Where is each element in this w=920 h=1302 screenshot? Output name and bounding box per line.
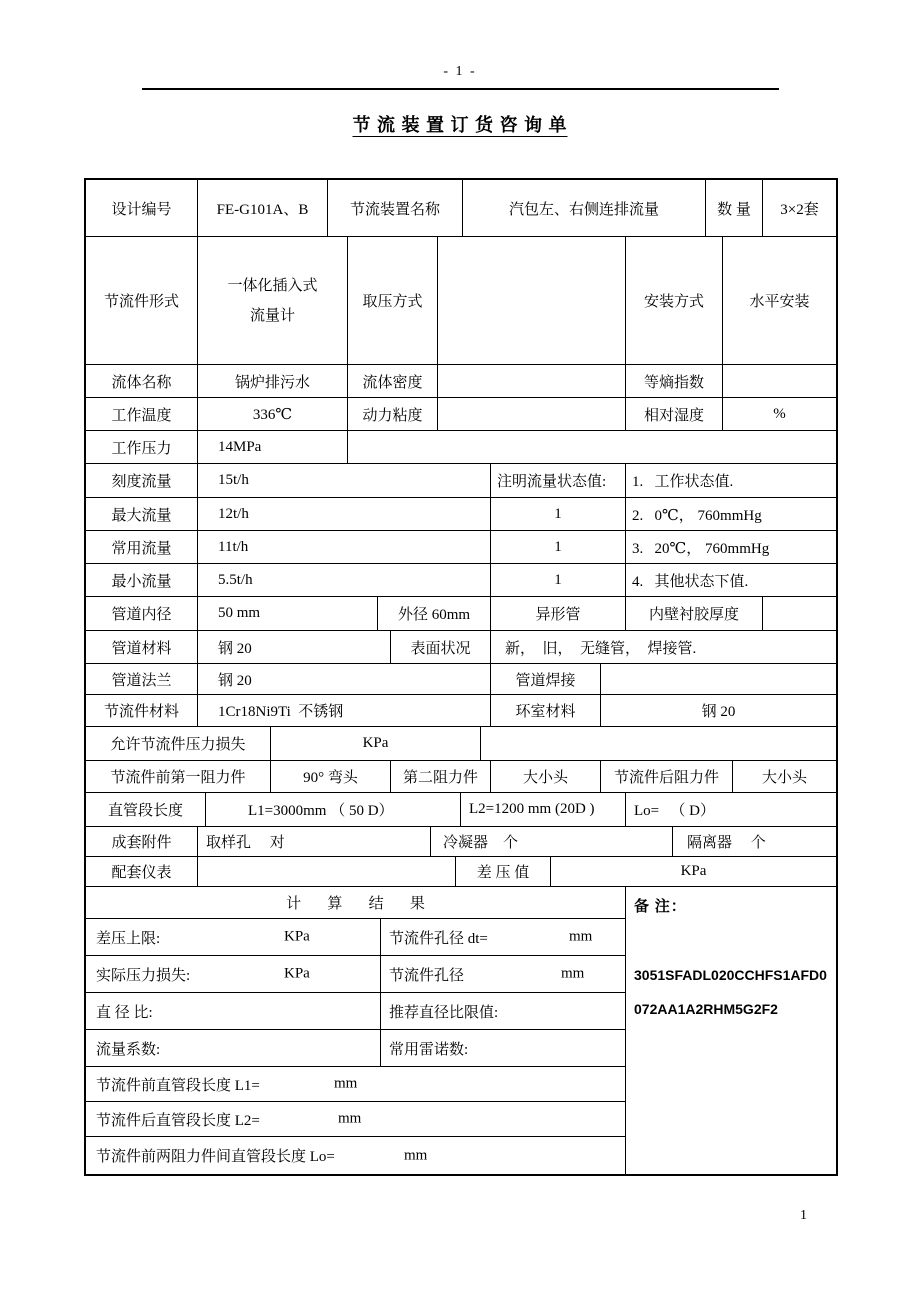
element-form-value-line2: 流量计 xyxy=(249,307,295,324)
table-row xyxy=(86,793,836,827)
dp-upper-label: 差压上限: xyxy=(96,930,161,947)
empty-cell xyxy=(438,237,626,364)
bore-cell xyxy=(381,956,626,992)
condenser-value: 冷凝器 个 xyxy=(431,827,673,856)
reynolds-label: 常用雷诺数: xyxy=(381,1030,626,1066)
surface-label: 表面状况 xyxy=(391,631,491,663)
table-row xyxy=(86,431,836,464)
lining-thickness-label: 内壁衬胶厚度 xyxy=(626,597,763,630)
table-row xyxy=(86,887,626,919)
flow-note-item-1: 1. 工作状态值. xyxy=(632,474,734,490)
isolator-value: 隔离器 个 xyxy=(687,835,766,851)
straight-length-l2: L2=1200 mm (20D ) xyxy=(461,793,626,826)
l1-length-cell xyxy=(86,1067,626,1101)
empty-cell xyxy=(763,597,836,630)
footer-page-number: 1 xyxy=(800,1208,807,1223)
first-resist-label: 节流件前第一阻力件 xyxy=(86,761,271,792)
work-temp-label: 工作温度 xyxy=(86,398,198,430)
empty-cell xyxy=(198,857,456,886)
min-flow-label: 最小流量 xyxy=(86,564,198,596)
lo-length-unit: mm xyxy=(404,1147,428,1163)
common-flow-label: 常用流量 xyxy=(86,531,198,563)
quantity-value: 3×2套 xyxy=(780,201,819,218)
lo-length-cell xyxy=(86,1137,626,1174)
table-row xyxy=(86,857,836,887)
remark-code-line2: 072AA1A2RHM5G2F2 xyxy=(634,1001,778,1017)
pressure-tap-label: 取压方式 xyxy=(348,237,438,364)
table-row xyxy=(86,664,836,695)
quantity-label: 数 量 xyxy=(706,180,763,236)
actual-loss-label: 实际压力损失: xyxy=(96,967,191,984)
calc-results-title: 计 算 结 果 xyxy=(86,887,626,918)
pipe-material-value: 钢 20 xyxy=(198,631,391,663)
empty-cell xyxy=(438,398,626,430)
scale-flow-label: 刻度流量 xyxy=(86,464,198,497)
l1-length-unit: mm xyxy=(334,1075,358,1092)
table-row xyxy=(86,1137,626,1174)
table-row xyxy=(86,180,836,237)
bottom-section xyxy=(86,887,836,1174)
table-row xyxy=(86,464,836,498)
element-form-label: 节流件形式 xyxy=(86,237,198,364)
isentropic-label: 等熵指数 xyxy=(626,365,723,397)
table-row xyxy=(86,993,626,1030)
table-row xyxy=(86,1030,626,1067)
allow-loss-label: 允许节流件压力损失 xyxy=(86,727,271,760)
remark-cell xyxy=(626,887,836,1174)
fluid-name-label: 流体名称 xyxy=(86,365,198,397)
actual-loss-cell xyxy=(86,956,381,992)
empty-cell xyxy=(348,431,836,463)
table-row xyxy=(86,597,836,631)
bore-dt-label: 节流件孔径 dt= xyxy=(389,930,488,947)
pipe-material-label: 管道材料 xyxy=(86,631,198,663)
table-row xyxy=(86,1102,626,1137)
table-row xyxy=(86,827,836,857)
table-row xyxy=(86,531,836,564)
work-temp-value: 336℃ xyxy=(198,398,348,430)
ring-material-label: 环室材料 xyxy=(491,695,601,726)
dp-value-unit: KPa xyxy=(680,863,707,879)
max-flow-value: 12t/h xyxy=(198,498,491,530)
sampling-hole-value: 取样孔 对 xyxy=(198,827,431,856)
header-rule xyxy=(142,88,779,90)
install-value: 水平安装 xyxy=(749,294,810,310)
straight-length-l1: L1=3000mm （ 50 D） xyxy=(206,793,461,826)
table-row xyxy=(86,237,836,365)
remark-label: 备 注： xyxy=(634,899,687,915)
pipe-id-value: 50 mm xyxy=(198,597,378,630)
device-name-value: 汽包左、右侧连排流量 xyxy=(463,180,706,236)
flow-state-value: 1 xyxy=(491,564,626,596)
second-resist-value: 大小头 xyxy=(491,761,601,792)
pipe-weld-label: 管道焊接 xyxy=(491,664,601,694)
beta-label: 直 径 比: xyxy=(86,993,381,1029)
fluid-name-value: 锅炉排污水 xyxy=(198,365,348,397)
humidity-label: 相对湿度 xyxy=(626,398,723,430)
table-row xyxy=(86,919,626,956)
ring-material-value: 钢 20 xyxy=(701,704,736,720)
work-pressure-label: 工作压力 xyxy=(86,431,198,463)
actual-loss-unit: KPa xyxy=(284,965,310,982)
after-resist-label: 节流件后阻力件 xyxy=(601,761,733,792)
table-row xyxy=(86,727,836,761)
l2-length-cell xyxy=(86,1102,626,1136)
flange-label: 管道法兰 xyxy=(86,664,198,694)
shaped-pipe-label: 异形管 xyxy=(491,597,626,630)
work-pressure-value: 14MPa xyxy=(198,431,348,463)
element-material-value: 1Cr18Ni9Ti 不锈钢 xyxy=(198,695,491,726)
scale-flow-value: 15t/h xyxy=(198,464,491,497)
l2-length-label: 节流件后直管段长度 L2= xyxy=(96,1112,260,1129)
order-inquiry-table xyxy=(84,178,838,1176)
bore-unit: mm xyxy=(561,965,585,982)
document-title-text: 节 流 装 置 订 货 咨 询 单 xyxy=(352,115,568,135)
pipe-od-value: 外径 60mm xyxy=(378,597,491,630)
table-row xyxy=(86,564,836,597)
l1-length-label: 节流件前直管段长度 L1= xyxy=(96,1077,260,1094)
flow-state-value: 1 xyxy=(491,498,626,530)
common-flow-value: 11t/h xyxy=(198,531,491,563)
remark-code-line1: 3051SFADL020CCHFS1AFD0 xyxy=(634,967,827,983)
coeff-label: 流量系数: xyxy=(86,1030,381,1066)
flow-note-item-2: 2. 0℃， 760mmHg xyxy=(632,507,762,524)
element-form-value-line1: 一体化插入式 xyxy=(227,277,318,294)
element-material-label: 节流件材料 xyxy=(86,695,198,726)
table-row xyxy=(86,398,836,431)
flow-note-item-3: 3. 20℃， 760mmHg xyxy=(632,540,770,557)
flow-note-label: 注明流量状态值: xyxy=(491,464,626,497)
instrument-label: 配套仪表 xyxy=(86,857,198,886)
flange-value: 钢 20 xyxy=(198,664,491,694)
header-page-number: - 1 - xyxy=(443,64,477,79)
bore-dt-unit: mm xyxy=(569,928,593,945)
after-resist-value: 大小头 xyxy=(761,770,807,786)
bore-label: 节流件孔径 xyxy=(389,967,465,984)
calc-results-block xyxy=(86,887,626,1174)
bore-dt-cell xyxy=(381,919,626,955)
design-no-label: 设计编号 xyxy=(86,180,198,236)
l2-length-unit: mm xyxy=(338,1110,362,1127)
second-resist-label: 第二阻力件 xyxy=(391,761,491,792)
fluid-density-label: 流体密度 xyxy=(348,365,438,397)
table-row xyxy=(86,956,626,993)
dp-upper-cell xyxy=(86,919,381,955)
straight-length-lo: Lo= （ D） xyxy=(634,803,715,819)
viscosity-label: 动力粘度 xyxy=(348,398,438,430)
document-title xyxy=(0,111,920,137)
install-label: 安装方式 xyxy=(626,237,723,364)
surface-options: 新， 旧， 无缝管， 焊接管. xyxy=(505,640,697,657)
max-flow-label: 最大流量 xyxy=(86,498,198,530)
device-name-label: 节流装置名称 xyxy=(328,180,463,236)
table-row xyxy=(86,695,836,727)
empty-cell xyxy=(723,365,836,397)
empty-cell xyxy=(601,664,836,694)
element-form-value xyxy=(198,237,348,364)
humidity-unit: % xyxy=(773,405,786,422)
lo-length-label: 节流件前两阻力件间直管段长度 Lo= xyxy=(96,1149,335,1165)
beta-limit-label: 推荐直径比限值: xyxy=(381,993,626,1029)
dp-upper-unit: KPa xyxy=(284,928,310,945)
table-row xyxy=(86,498,836,531)
empty-cell xyxy=(481,727,836,760)
flow-note-item-4: 4. 其他状态下值. xyxy=(632,573,749,590)
accessories-label: 成套附件 xyxy=(86,827,198,856)
pipe-id-label: 管道内径 xyxy=(86,597,198,630)
allow-loss-unit: KPa xyxy=(271,727,481,760)
min-flow-value: 5.5t/h xyxy=(198,564,491,596)
table-row xyxy=(86,761,836,793)
table-row xyxy=(86,1067,626,1102)
empty-cell xyxy=(438,365,626,397)
dp-value-label: 差 压 值 xyxy=(456,857,551,886)
first-resist-value: 90° 弯头 xyxy=(271,761,391,792)
table-row xyxy=(86,631,836,664)
straight-length-label: 直管段长度 xyxy=(86,793,206,826)
design-no-value: FE-G101A、B xyxy=(198,180,328,236)
flow-state-value: 1 xyxy=(491,531,626,563)
table-row xyxy=(86,365,836,398)
